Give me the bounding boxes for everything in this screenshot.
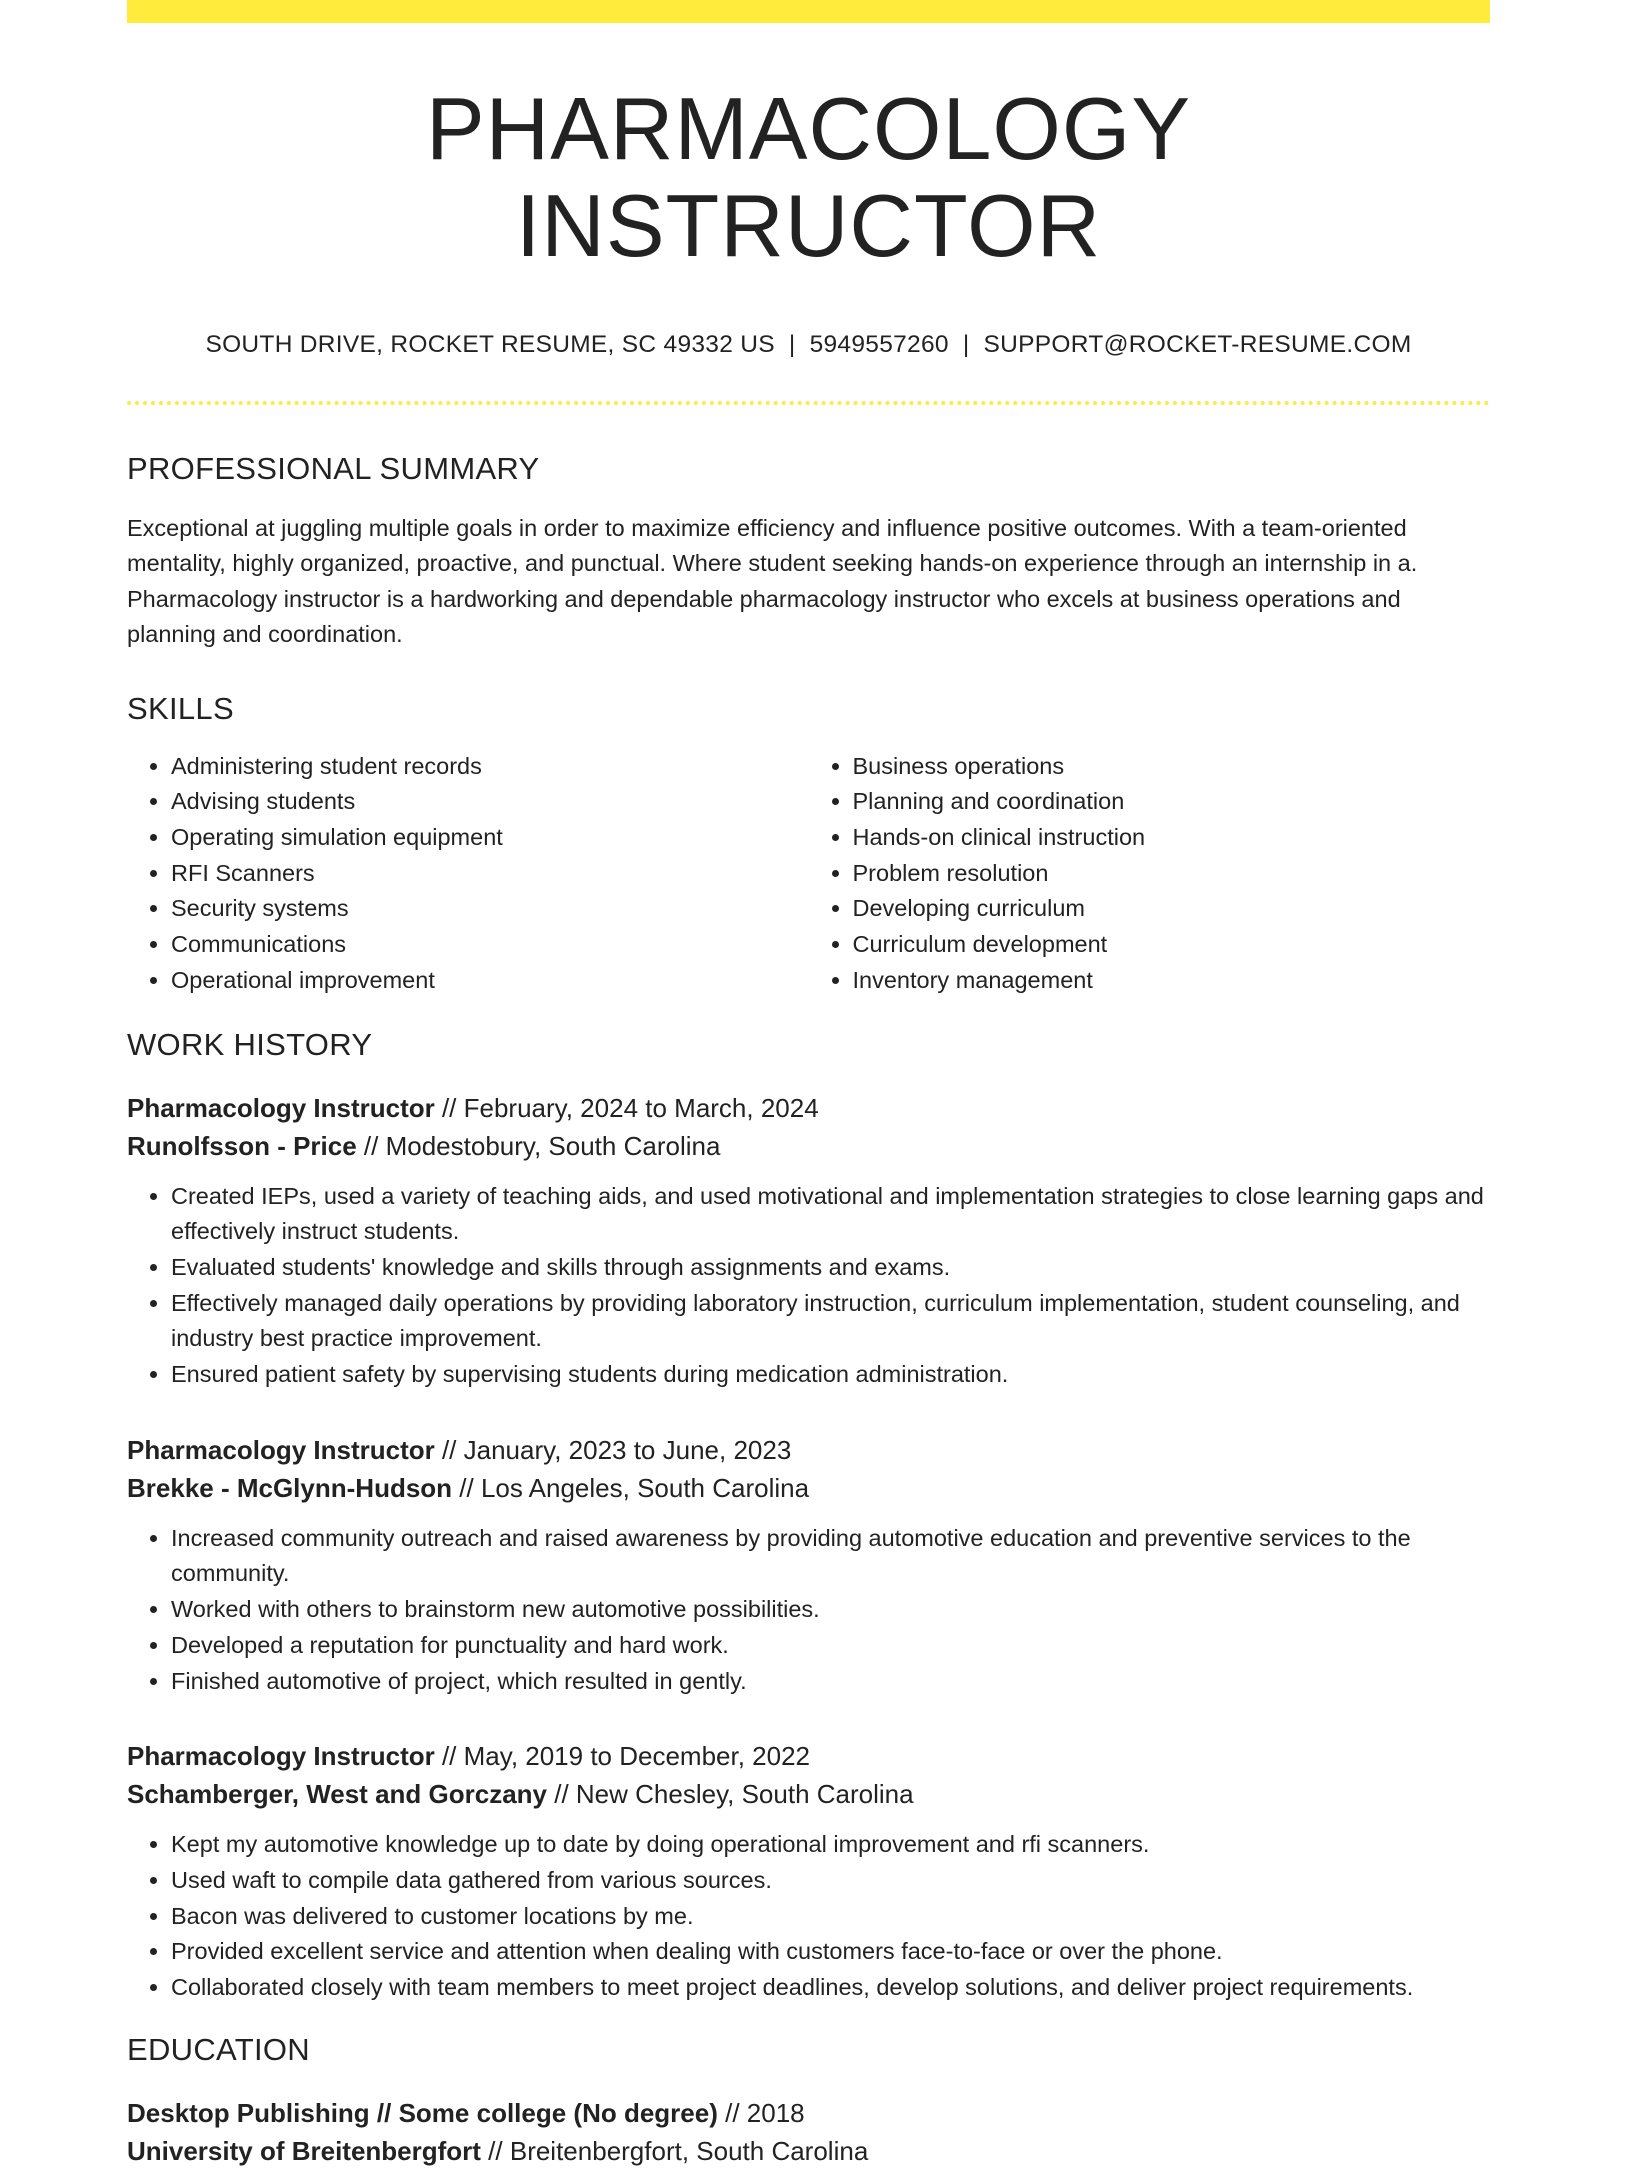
skill-item: • Hands-on clinical instruction [853,820,1491,856]
skills-heading: SKILLS [127,690,234,726]
education-school: University of Breitenbergfort [127,2135,481,2166]
top-accent-bar [127,0,1490,23]
skill-item: • Advising students [171,784,809,820]
job-bullet: • Developed a reputation for punctuality and hard work. [171,1628,1490,1664]
job-role: Pharmacology Instructor [127,1092,435,1123]
job-bullet: • Created IEPs, used a variety of teaching aids, and used motivational and implementation strategies to close learning gaps and effectively instruct students. [171,1179,1490,1250]
skill-item: • RFI Scanners [171,856,809,892]
work-history-heading: WORK HISTORY [127,1026,373,1062]
job-bullets [127,1521,1490,1700]
job-dates: // May, 2019 to December, 2022 [434,1741,811,1772]
skill-item: • Business operations [853,749,1491,785]
skill-item: • Problem resolution [853,856,1491,892]
job-role: Pharmacology Instructor [127,1434,435,1465]
job-bullet: • Worked with others to brainstorm new automotive possibilities. [171,1592,1490,1628]
job-role-line [127,1089,1490,1127]
job-location: // Los Angeles, South Carolina [452,1472,810,1503]
job-company: Brekke - McGlynn-Hudson [127,1472,453,1503]
summary-text: Exceptional at juggling multiple goals in order to maximize efficiency and influence positive outcomes. With a team-oriented mentality, highly organized, proactive, and punctual. Where student seeking hands-on experience through an internship in a. Pharmacology instructor is a hardworking and dependable pharmacology instructor who excels at business operations and planning and coordination. [127,514,1418,648]
contact-email: SUPPORT@ROCKET-RESUME.COM [983,330,1412,358]
job-bullet: • Provided excellent service and attention when dealing with customers face-to-face or over the phone. [171,1934,1490,1970]
job-bullet: • Effectively managed daily operations by providing laboratory instruction, curriculum implementation, student counseling, and industry best practice improvement. [171,1286,1490,1357]
job-company-line [127,1469,1490,1507]
job-entry [127,1737,1490,2006]
job-bullet: • Finished automotive of project, which resulted in gently. [171,1664,1490,1700]
job-bullet: • Kept my automotive knowledge up to date by doing operational improvement and rfi scanners. [171,1827,1490,1863]
job-role-line [127,1737,1490,1775]
skill-item: • Operational improvement [171,963,809,999]
skill-item: • Developing curriculum [853,891,1491,927]
contact-separator: | [788,330,796,358]
job-bullet: • Used waft to compile data gathered from various sources. [171,1863,1490,1899]
job-company-line [127,1127,1490,1165]
job-bullets [127,1827,1490,2006]
summary-heading: PROFESSIONAL SUMMARY [127,450,540,486]
skill-item: • Planning and coordination [853,784,1491,820]
skill-item: • Communications [171,927,809,963]
job-company: Schamberger, West and Gorczany [127,1779,547,1810]
education-degree-line [127,2094,1490,2132]
resume-title: PHARMACOLOGY INSTRUCTOR [425,79,1192,275]
dotted-divider [127,401,1490,405]
education-degree: Desktop Publishing // Some college (No degree) [127,2097,718,2128]
skill-item: • Inventory management [853,963,1491,999]
job-bullets [127,1179,1490,1393]
job-role-line [127,1431,1490,1469]
skills-list-right [809,749,1491,999]
contact-phone: 5949557260 [809,330,949,358]
job-bullet: • Evaluated students' knowledge and skills through assignments and exams. [171,1250,1490,1286]
contact-line [127,331,1490,359]
job-bullet: • Ensured patient safety by supervising students during medication administration. [171,1357,1490,1393]
education-school-line [127,2132,1490,2170]
skills-grid [127,749,1490,999]
job-location: // New Chesley, South Carolina [547,1779,914,1810]
education-location: // Breitenbergfort, South Carolina [480,2135,869,2166]
education-entry [127,2094,1490,2170]
skill-item: • Curriculum development [853,927,1491,963]
job-bullet: • Collaborated closely with team members to meet project deadlines, develop solutions, and deliver project requirements. [171,1970,1490,2006]
job-dates: // February, 2024 to March, 2024 [434,1092,819,1123]
contact-separator: | [962,330,970,358]
job-entry [127,1089,1490,1393]
education-year: // 2018 [717,2097,805,2128]
job-company-line [127,1775,1490,1813]
education-heading: EDUCATION [127,2031,310,2067]
resume-page [127,0,1490,2170]
job-dates: // January, 2023 to June, 2023 [434,1434,792,1465]
job-bullet: • Bacon was delivered to customer locations by me. [171,1899,1490,1935]
skills-list-left [127,749,809,999]
contact-address: SOUTH DRIVE, ROCKET RESUME, SC 49332 US [205,330,775,358]
job-location: // Modestobury, South Carolina [356,1130,721,1161]
skill-item: • Operating simulation equipment [171,820,809,856]
skill-item: • Security systems [171,891,809,927]
job-bullet: • Increased community outreach and raised awareness by providing automotive education and preventive services to the community. [171,1521,1490,1592]
job-entry [127,1431,1490,1700]
job-role: Pharmacology Instructor [127,1741,435,1772]
job-company: Runolfsson - Price [127,1130,357,1161]
skill-item: • Administering student records [171,749,809,785]
